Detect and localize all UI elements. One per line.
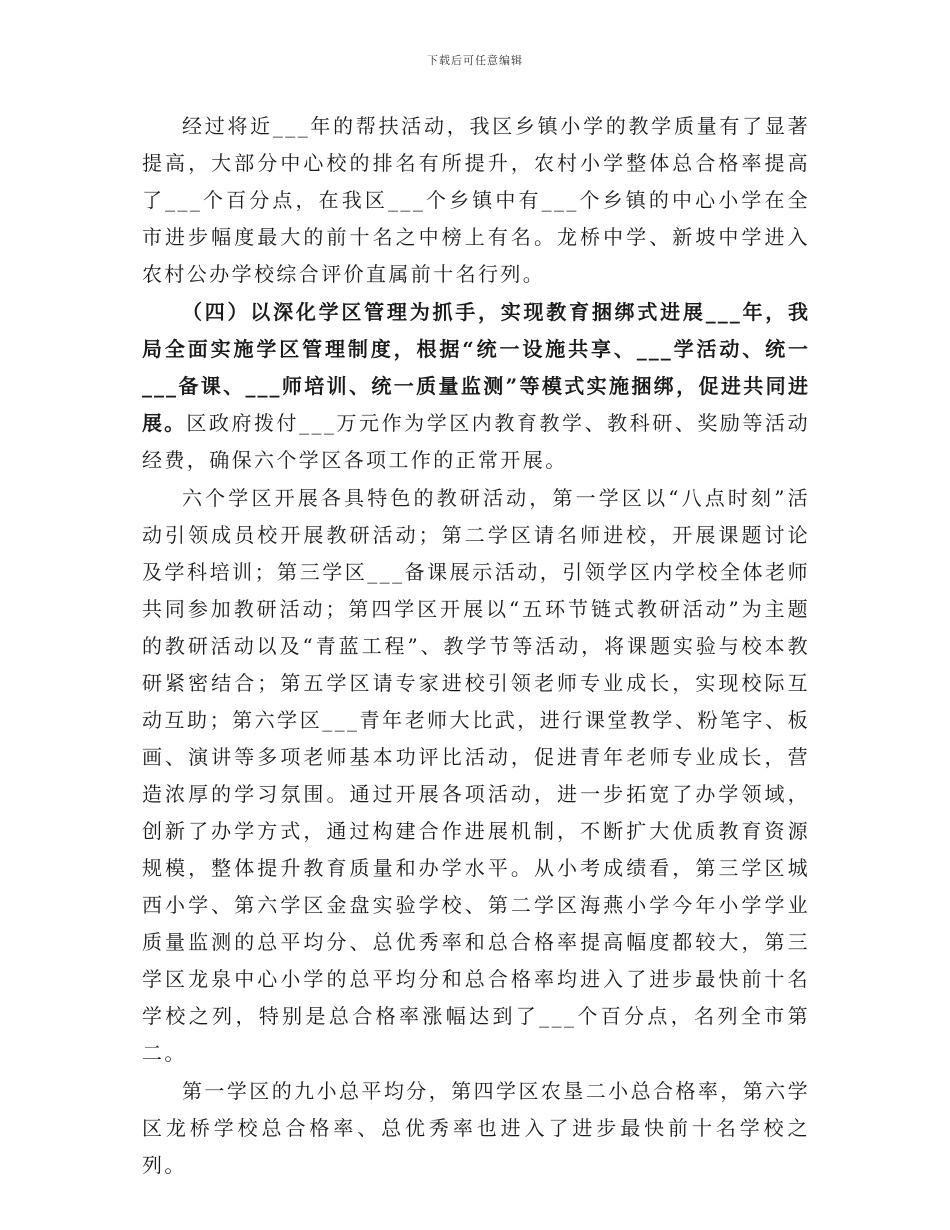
paragraph-district-management xyxy=(142,294,810,479)
page-header: 下载后可任意编辑 xyxy=(427,54,523,67)
section-heading-four: （四）以深化学区管理为抓手，实现教育捆绑式进展___年，我局全面实施学区管理制度，根据“统一设施共享、___学活动、统一___备课、___师培训、统一质量监测”等模式实施捆绑，促进共同进展。 xyxy=(142,300,810,435)
paragraph-district-activities: 六个学区开展各具特色的教研活动，第一学区以“八点时刻”活动引领成员校开展教研活动；第二学区请名师进校，开展课题讨论及学科培训；第三学区___备课展示活动，引领学区内学校全体老师共同参加教研活动；第四学区开展以“五环节链式教研活动”为主题的教研活动以及“青蓝工程”、教学节等活动，将课题实验与校本教研紧密结合；第五学区请专家进校引领老师专业成长，实现校际互动互助；第六学区___青年老师大比武，进行课堂教学、粉笔字、板画、演讲等多项老师基本功评比活动，促进青年老师专业成长，营造浓厚的学习氛围。通过开展各项活动，进一步拓宽了办学领域，创新了办学方式，通过构建合作进展机制，不断扩大优质教育资源规模，整体提升教育质量和办学水平。从小考成绩看，第三学区城西小学、第六学区金盘实验学校、第二学区海燕小学今年小学学业质量监测的总平均分、总优秀率和总合格率提高幅度都较大，第三学区龙泉中心小学的总平均分和总合格率均进入了进步最快前十名学校之列，特别是总合格率涨幅达到了___个百分点，名列全市第二。 xyxy=(142,486,810,1065)
document-body xyxy=(142,108,810,1184)
paragraph-support-results: 经过将近___年的帮扶活动，我区乡镇小学的教学质量有了显著提高，大部分中心校的排名有所提升，农村小学整体总合格率提高了___个百分点，在我区___个乡镇中有___个乡镇的中心小学在全市进步幅度最大的前十名之中榜上有名。龙桥中学、新坡中学进入农村公办学校综合评价直属前十名行列。 xyxy=(142,114,810,286)
paragraph-progress-schools: 第一学区的九小总平均分，第四学区农垦二小总合格率，第六学区龙桥学校总合格率、总优秀率也进入了进步最快前十名学校之列。 xyxy=(142,1079,810,1177)
paragraph-funding: 区政府拨付___万元作为学区内教育教学、教科研、奖励等活动经费，确保六个学区各项工作的正常开展。 xyxy=(142,411,811,472)
